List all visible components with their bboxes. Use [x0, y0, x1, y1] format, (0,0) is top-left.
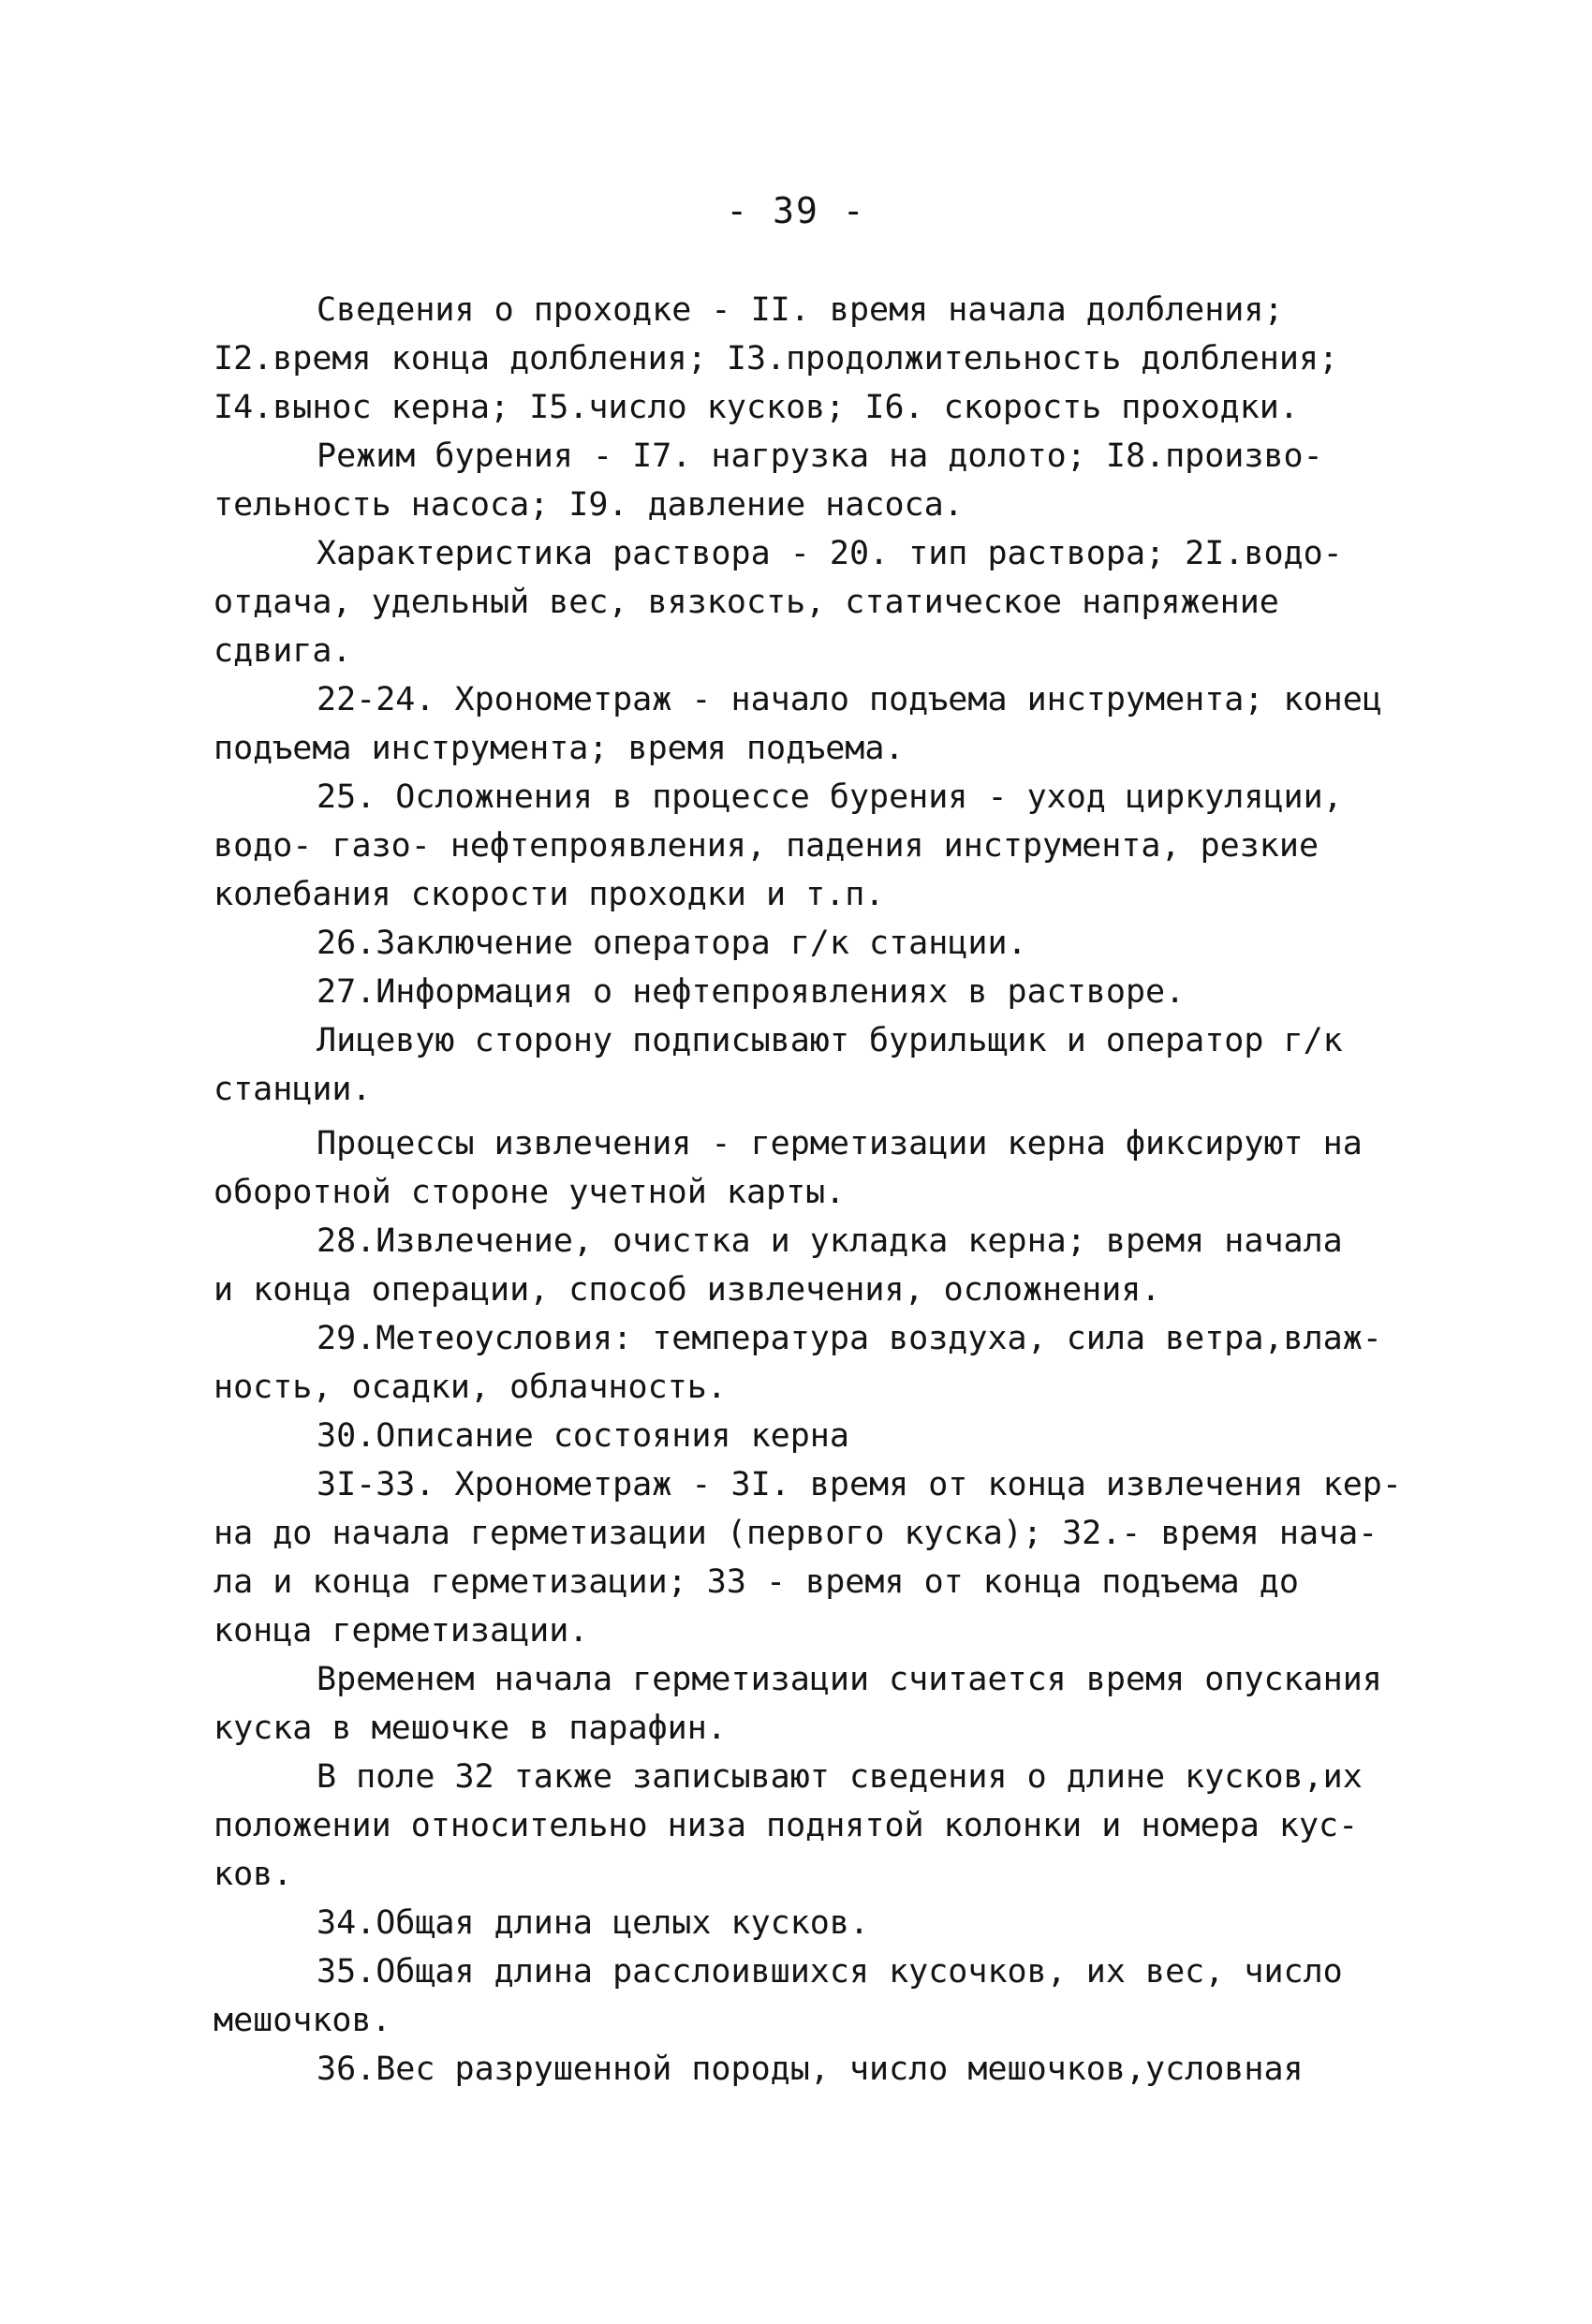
paragraph-core-condition [214, 1412, 1393, 1460]
text-line: 34.Общая длина целых кусков. [317, 1904, 870, 1942]
text-line: конца герметизации. [214, 1612, 589, 1650]
paragraph-oil-shows [214, 968, 1393, 1016]
paragraph-timing-31-33 [214, 1460, 1402, 1655]
paragraph-extraction-processes [214, 1119, 1393, 1217]
text-line: Режим бурения - I7. нагрузка на долото; I8.произво- [317, 437, 1323, 475]
paragraph-weather [214, 1314, 1393, 1412]
text-line: мешочков. [214, 2002, 391, 2039]
text-line: сдвига. [214, 632, 352, 670]
text-line: 28.Извлечение, очистка и укладка керна; время начала [317, 1222, 1343, 1260]
text-line: Сведения о проходке - II. время начала долбления; [317, 291, 1284, 329]
text-line: положении относительно низа поднятой колонки и номера кус- [214, 1807, 1359, 1844]
text-line: ность, осадки, облачность. [214, 1369, 727, 1406]
paragraph-sealing-start [214, 1655, 1393, 1753]
text-line: оборотной стороне учетной карты. [214, 1174, 846, 1211]
text-line: 35.Общая длина расслоившихся кусочков, их вес, число [317, 1953, 1343, 1991]
text-line: 26.Заключение оператора г/к станции. [317, 925, 1027, 962]
text-line: 25. Осложнения в процессе бурения - уход циркуляции, [317, 778, 1343, 816]
text-line: I2.время конца долбления; I3.продолжительность долбления; [214, 340, 1339, 377]
paragraph-core-extraction [214, 1217, 1393, 1314]
text-line: I4.вынос керна; I5.число кусков; I6. скорость проходки. [214, 389, 1299, 426]
text-line: Процессы извлечения - герметизации керна фиксируют на [317, 1125, 1363, 1162]
text-line: на до начала герметизации (первого куска); 32.- время нача- [214, 1515, 1378, 1552]
text-line: Лицевую сторону подписывают бурильщик и оператор г/к [317, 1022, 1343, 1059]
text-line: 27.Информация о нефтепроявлениях в растворе. [317, 973, 1186, 1011]
paragraph-destroyed-rock [214, 2045, 1393, 2094]
text-line: 30.Описание состояния керна [317, 1417, 849, 1455]
text-line: Характеристика раствора - 20. тип раствора; 2I.водо- [317, 535, 1343, 572]
text-line: колебания скорости проходки и т.п. [214, 876, 885, 913]
paragraph-timing-22-24 [214, 675, 1393, 773]
text-line: ков. [214, 1856, 293, 1893]
text-line: 3I-33. Хронометраж - 3I. время от конца извлечения кер- [317, 1466, 1402, 1503]
paragraph-total-length [214, 1899, 1393, 1947]
text-line: отдача, удельный вес, вязкость, статическое напряжение [214, 584, 1279, 621]
paragraph-split-pieces [214, 1947, 1393, 2045]
text-line: подъема инструмента; время подъема. [214, 730, 905, 767]
paragraph-front-side-signature [214, 1016, 1393, 1114]
paragraph-drilling-info [214, 286, 1393, 432]
text-line: водо- газо- нефтепроявления, падения инструмента, резкие [214, 827, 1319, 865]
text-line: Временем начала герметизации считается время опускания [317, 1661, 1382, 1698]
text-line: ла и конца герметизации; 33 - время от конца подъема до [214, 1563, 1299, 1601]
text-line: 36.Вес разрушенной породы, число мешочков,условная [317, 2050, 1304, 2088]
paragraph-operator-conclusion [214, 919, 1393, 968]
text-line: куска в мешочке в парафин. [214, 1710, 727, 1747]
text-line: тельность насоса; I9. давление насоса. [214, 486, 964, 524]
body-text [214, 286, 1402, 2094]
paragraph-complications [214, 773, 1393, 919]
text-line: 22-24. Хронометраж - начало подъема инструмента; конец [317, 681, 1382, 718]
text-line: станции. [214, 1071, 372, 1108]
text-line: и конца операции, способ извлечения, осложнения. [214, 1271, 1161, 1309]
paragraph-drilling-mode [214, 432, 1393, 529]
page-number: - 39 - [726, 190, 866, 231]
paragraph-field-32 [214, 1753, 1393, 1899]
text-line: 29.Метеоусловия: температура воздуха, сила ветра,влаж- [317, 1320, 1382, 1357]
text-line: В поле 32 также записывают сведения о длине кусков,их [317, 1758, 1363, 1796]
paragraph-mud-properties [214, 529, 1393, 675]
